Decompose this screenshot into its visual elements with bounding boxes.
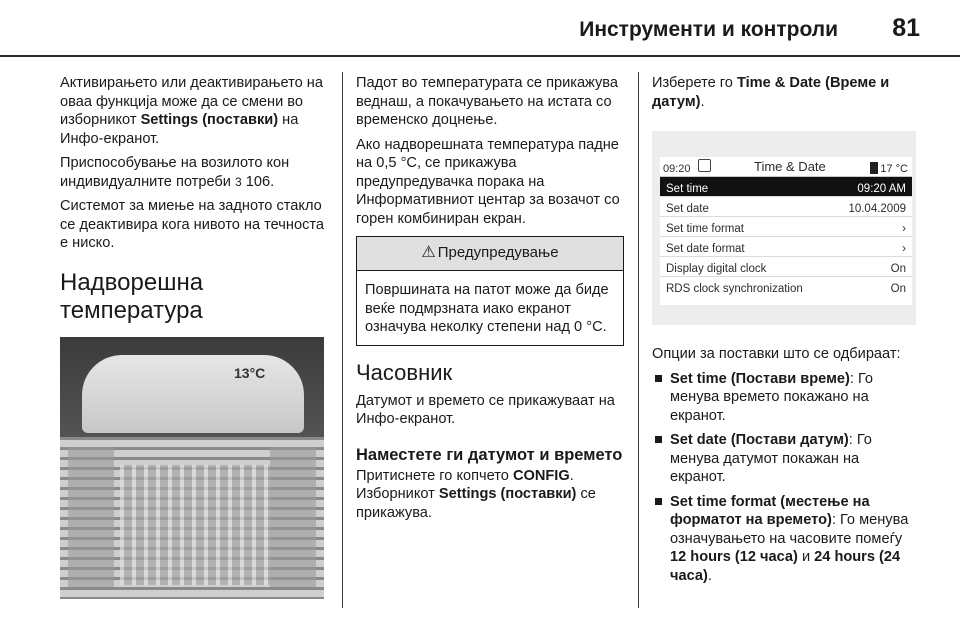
warning-box [356,236,624,346]
menu-row-set-time-format[interactable]: Set time format › [660,217,912,237]
paragraph: Системот за миење на задното стакло се деактивира кога нивото на течноста е ниско. [60,198,325,251]
paragraph: Опции за поставки што се одбираат: [652,346,901,362]
page-ref-icon: 3 [234,174,242,189]
air-vent [270,447,316,587]
clock-icon [698,159,711,172]
chevron-right-icon: › [902,223,906,235]
header-divider [0,55,960,57]
dashboard-photo [60,337,324,599]
menu-row-set-date[interactable]: Set date 10.04.2009 [660,197,912,217]
warning-header [357,237,623,271]
column-1 [60,74,326,599]
section-heading: Часовник [356,359,453,385]
phone-icon [870,162,878,174]
column-3 [652,74,918,591]
list-item: Set date (Постави датум): Го менува датумот покажан на екранот. [652,431,918,487]
menu-row-rds-clock-sync[interactable]: RDS clock synchronization On [666,283,906,295]
air-vent [68,447,114,587]
header-title: Инструменти и контроли [579,18,838,41]
time-date-screen [660,157,912,305]
menu-reference: Settings (поставки) [438,486,577,502]
paragraph: Изборникот Settings (поставки) се прикажува. [356,486,596,521]
page-number: 81 [892,14,920,42]
menu-reference: Time & Date (Време и датум) [652,75,890,110]
list-item: Set time (Постави време): Го менува времето покажано на екранот. [652,370,918,426]
photo-temperature: 13°C [234,364,266,381]
paragraph: Датумот и времето се прикажуваат на Инфо-екранот. [356,392,615,427]
display-screen [82,355,304,433]
list-item: Set time format (местење на форматот на времето): Го менува означувањето на часовите помеѓу 12 hours (12 часа) и 24 hours (24 часа). [652,493,918,586]
column-divider-1 [342,72,343,608]
page-header [0,0,960,56]
warning-title: Предупредување [437,244,559,262]
options-list [652,370,918,586]
menu-row-display-digital-clock[interactable]: Display digital clock On [660,257,912,277]
paragraph: Притиснете го копчето CONFIG. [356,467,574,484]
screen-illustration [652,131,916,325]
menu-row-set-date-format[interactable]: Set date format › [660,237,912,257]
menu-row-set-time[interactable]: Set time 09:20 AM [660,177,912,197]
warning-text: Површината на патот може да биде веќе подмрзната иако екранот означува неколку степени над 0 °C. [365,282,609,335]
paragraph: Изберете го Time & Date (Време и датум). [652,75,890,110]
button-reference: CONFIG [512,467,570,484]
screen-status-bar [660,157,912,177]
screen-clock: 09:20 [663,163,691,175]
paragraph: Падот во температурата се прикажува веднаш, а покачувањето на истата со временско доцнење. [356,75,618,128]
screen-temperature: 17 °C [870,160,908,179]
paragraph: Активирањето или деактивирањето на оваа функција може да се смени во изборникот Settings (поставки) на Инфо-екранот. [60,75,323,147]
chevron-right-icon: › [902,243,906,255]
section-heading: Надворешна температура [60,268,204,324]
screen-title: Time & Date [754,159,826,174]
column-divider-2 [638,72,639,608]
warning-icon: ⚠ [421,244,436,262]
column-2 [356,74,624,528]
subsection-heading: Наместете ги датумот и времето [356,445,623,464]
paragraph: Ако надворешната температура падне на 0,5 °C, се прикажува предупредувачка порака на Информативниот центар за возачот со горен комбиниран екран. [356,136,620,227]
paragraph: Приспособување на возилото кон индивидуалните потреби 3 106. [60,155,290,190]
menu-reference: Settings (поставки) [140,112,279,128]
